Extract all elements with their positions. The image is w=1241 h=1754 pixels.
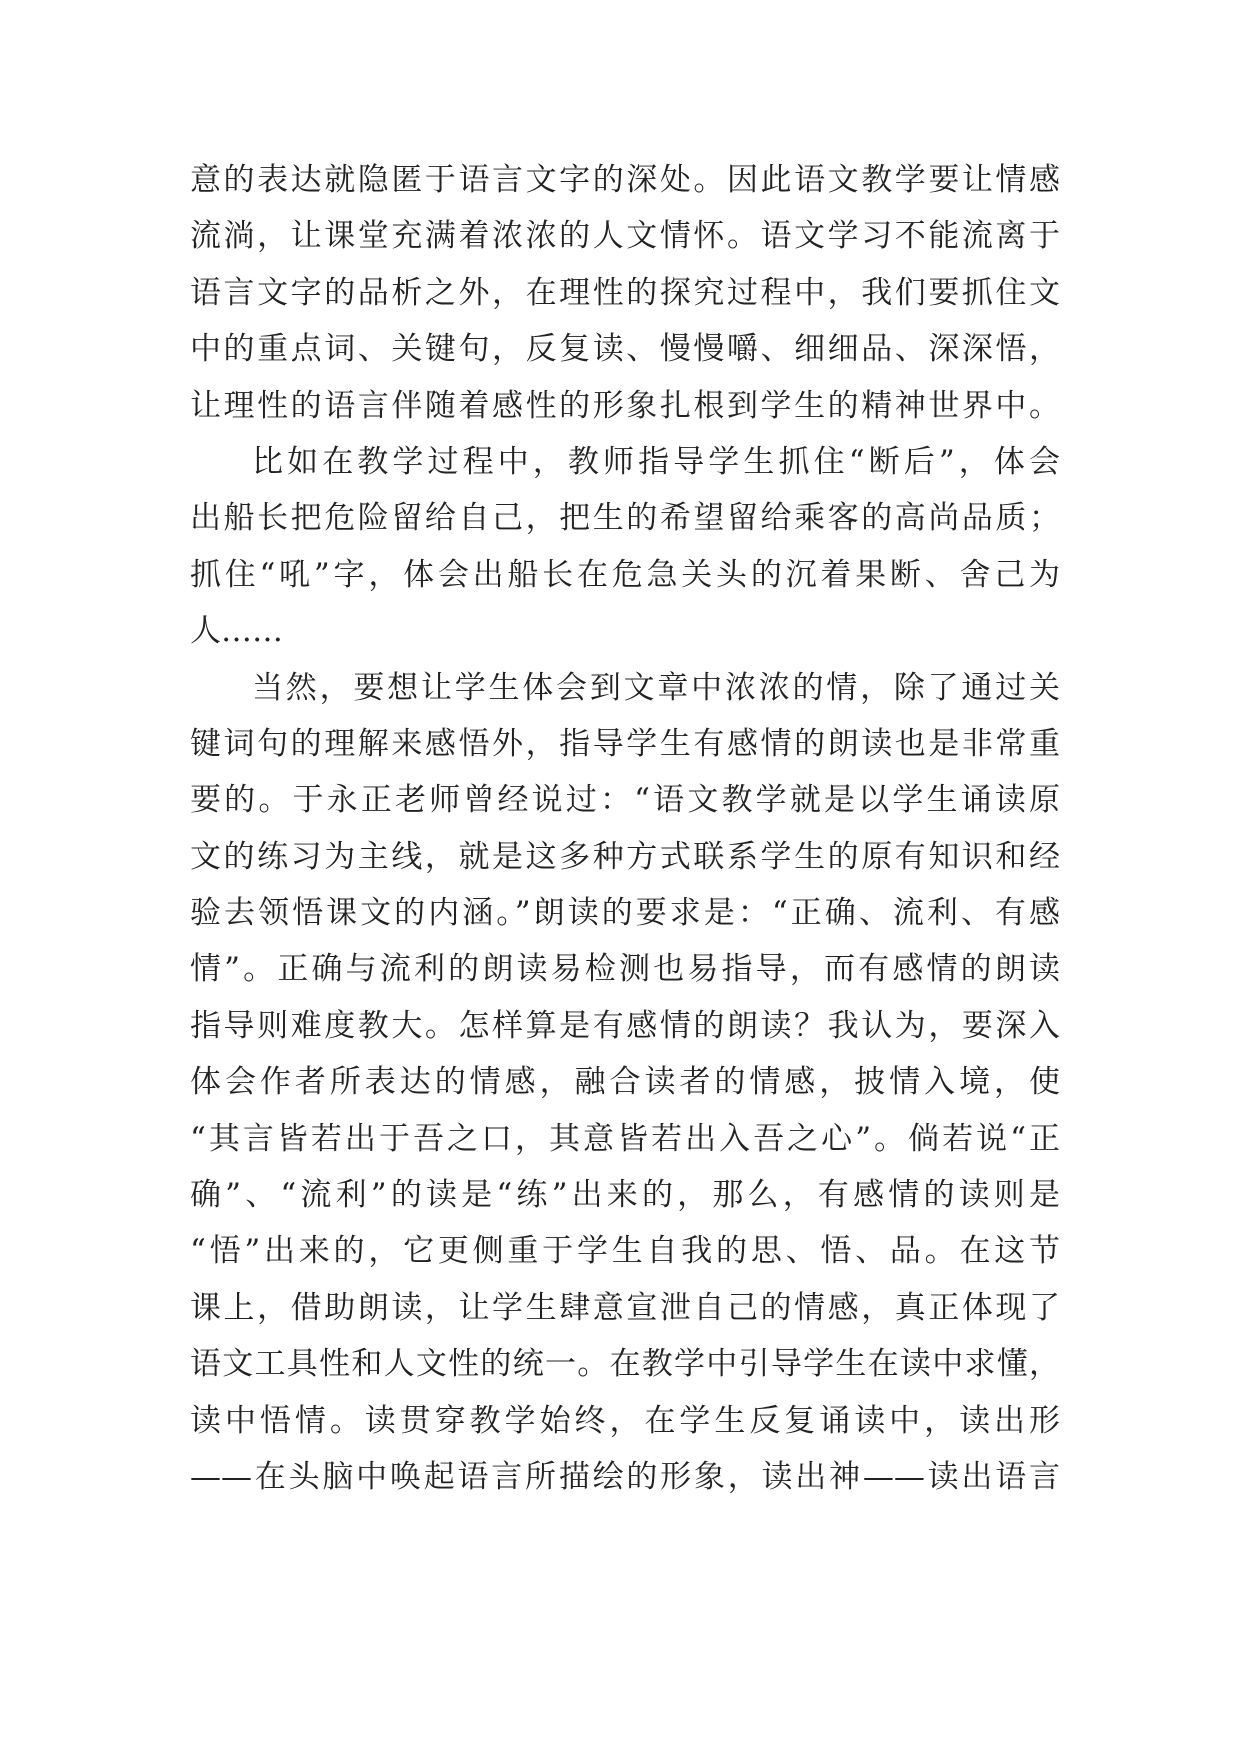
text-line: 让理性的语言伴随着感性的形象扎根到学生的精神世界中。 xyxy=(190,387,1060,424)
text-line: 抓住“吼”字，体会出船长在危急关头的沉着果断、舍己为 xyxy=(190,556,1060,593)
text-line: 情”。正确与流利的朗读易检测也易指导，而有感情的朗读 xyxy=(190,951,1060,988)
text-line: 读中悟情。读贯穿教学始终，在学生反复诵读中，读出形 xyxy=(190,1402,1060,1439)
text-line: ——在头脑中唤起语言所描绘的形象，读出神——读出语言 xyxy=(190,1458,1060,1495)
text-line: 文的练习为主线，就是这多种方式联系学生的原有知识和经 xyxy=(190,838,1060,875)
text-line: “其言皆若出于吾之口，其意皆若出入吾之心”。倘若说“正 xyxy=(190,1120,1060,1157)
text-line: 当然，要想让学生体会到文章中浓浓的情，除了通过关 xyxy=(252,669,1060,706)
text-line: 出船长把危险留给自己，把生的希望留给乘客的高尚品质； xyxy=(190,500,1060,537)
text-line: 人…… xyxy=(190,613,283,650)
text-line: 确”、“流利”的读是“练”出来的，那么，有感情的读则是 xyxy=(190,1177,1060,1214)
text-line: 指导则难度教大。怎样算是有感情的朗读？我认为，要深入 xyxy=(190,1007,1060,1044)
text-line: 语文工具性和人文性的统一。在教学中引导学生在读中求懂， xyxy=(190,1346,1060,1383)
text-line: 比如在教学过程中，教师指导学生抓住“断后”，体会 xyxy=(252,443,1060,480)
text-line: 键词句的理解来感悟外，指导学生有感情的朗读也是非常重 xyxy=(190,725,1060,762)
text-line: 体会作者所表达的情感，融合读者的情感，披情入境，使 xyxy=(190,1064,1060,1101)
text-line: 中的重点词、关键句，反复读、慢慢嚼、细细品、深深悟， xyxy=(190,331,1060,368)
text-line: 流淌，让课堂充满着浓浓的人文情怀。语文学习不能流离于 xyxy=(190,218,1060,255)
text-line: 验去领悟课文的内涵。”朗读的要求是：“正确、流利、有感 xyxy=(190,895,1060,932)
text-line: 语言文字的品析之外，在理性的探究过程中，我们要抓住文 xyxy=(190,274,1060,311)
text-line: 课上，借助朗读，让学生肆意宣泄自己的情感，真正体现了 xyxy=(190,1289,1060,1326)
body-text xyxy=(190,152,1060,1505)
text-line: “悟”出来的，它更侧重于学生自我的思、悟、品。在这节 xyxy=(190,1233,1060,1270)
text-line: 意的表达就隐匿于语言文字的深处。因此语文教学要让情感 xyxy=(190,162,1060,198)
text-line: 要的。于永正老师曾经说过：“语文教学就是以学生诵读原 xyxy=(190,782,1060,819)
